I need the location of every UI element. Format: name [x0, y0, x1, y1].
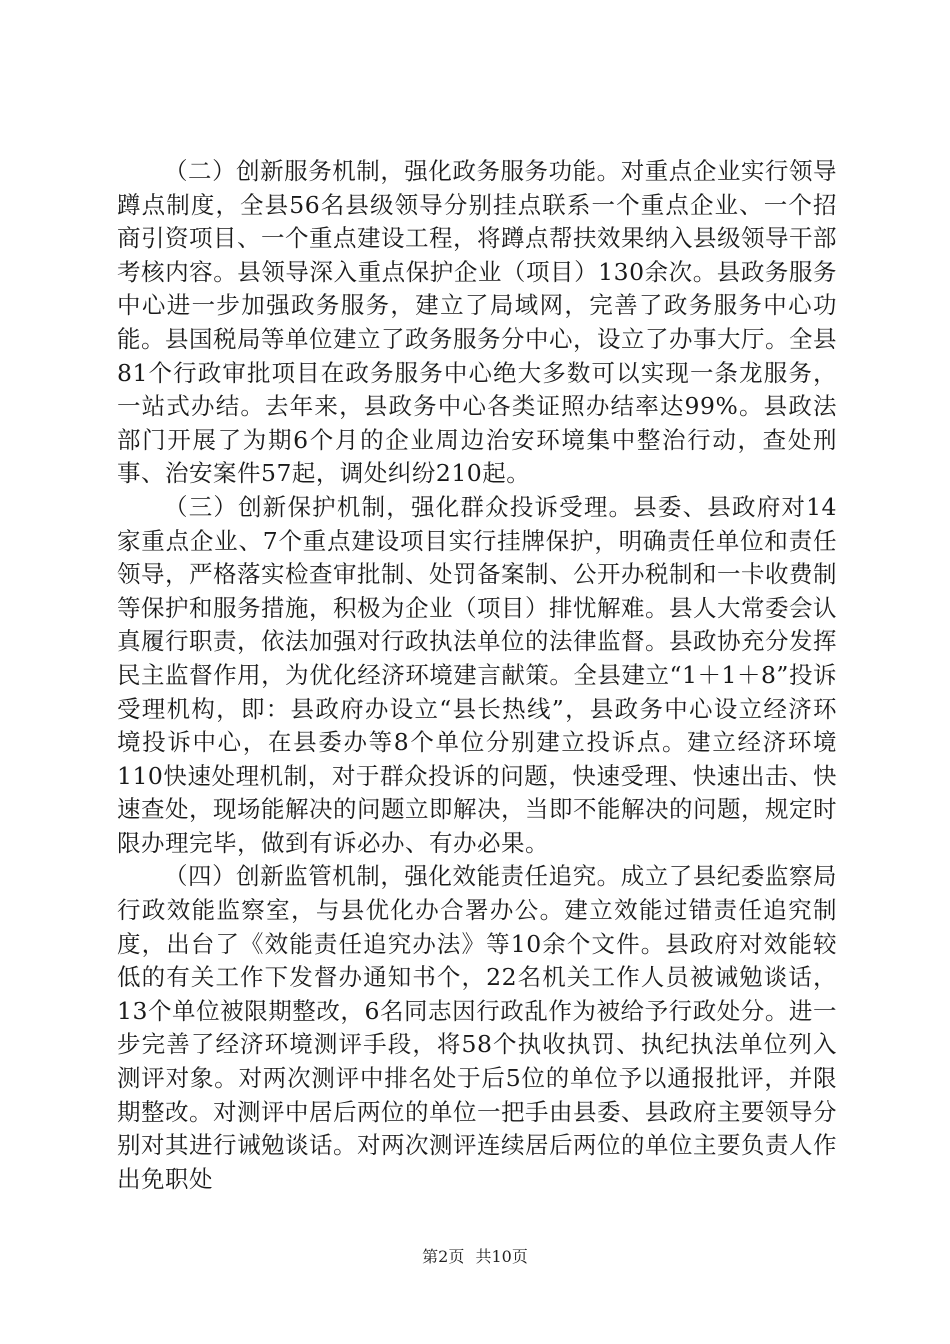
paragraph-service-mechanism: （二）创新服务机制，强化政务服务功能。对重点企业实行领导蹲点制度，全县56名县级领导分别挂点联系一个重点企业、一个招商引资项目、一个重点建设工程，将蹲点帮扶效果纳入县级领导干部考核内容。县领导深入重点保护企业（项目）130余次。县政务服务中心进一步加强政务服务，建立了局域网，完善了政务服务中心功能。县国税局等单位建立了政务服务分中心，设立了办事大厅。全县81个行政审批项目在政务服务中心绝大多数可以实现一条龙服务，一站式办结。去年来，县政务中心各类证照办结率达99%。县政法部门开展了为期6个月的企业周边治安环境集中整治行动，查处刑事、治安案件57起，调处纠纷210起。: [117, 157, 837, 488]
page-number-current: 第2页: [422, 1247, 465, 1266]
paragraph-protection-mechanism: （三）创新保护机制，强化群众投诉受理。县委、县政府对14家重点企业、7个重点建设项目实行挂牌保护，明确责任单位和责任领导，严格落实检查审批制、处罚备案制、公开办税制和一卡收费制等保护和服务措施，积极为企业（项目）排忧解难。县人大常委会认真履行职责，依法加强对行政执法单位的法律监督。县政协充分发挥民主监督作用，为优化经济环境建言献策。全县建立“1＋1＋8”投诉受理机构，即：县政府办设立“县长热线”，县政务中心设立经济环境投诉中心，在县委办等8个单位分别建立投诉点。建立经济环境110快速处理机制，对于群众投诉的问题，快速受理、快速出击、快速查处，现场能解决的问题立即解决，当即不能解决的问题，规定时限办理完毕，做到有诉必办、有办必果。: [117, 492, 837, 857]
document-body: [117, 155, 837, 1196]
page-footer: [0, 1244, 950, 1267]
page-number-total: 共10页: [475, 1247, 528, 1266]
paragraph-supervision-mechanism: （四）创新监管机制，强化效能责任追究。成立了县纪委监察局行政效能监察室，与县优化办合署办公。建立效能过错责任追究制度，出台了《效能责任追究办法》等10余个文件。县政府对效能较低的有关工作下发督办通知书个，22名机关工作人员被诫勉谈话，13个单位被限期整改，6名同志因行政乱作为被给予行政处分。进一步完善了经济环境测评手段，将58个执收执罚、执纪执法单位列入测评对象。对两次测评中排名处于后5位的单位予以通报批评，并限期整改。对测评中居后两位的单位一把手由县委、县政府主要领导分别对其进行诫勉谈话。对两次测评连续居后两位的单位主要负责人作出免职处: [117, 862, 837, 1193]
